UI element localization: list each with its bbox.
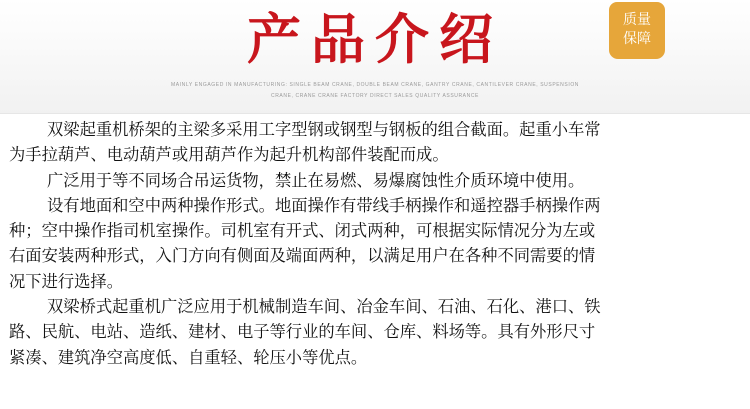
paragraph-line: 右面安装两种形式，入门方向有侧面及端面两种，以满足用户在各种不同需要的情 [9,246,596,266]
badge-label-line2: 保障 [623,31,651,47]
paragraph-line: 为手拉葫芦、电动葫芦或用葫芦作为起升机构部件装配而成。 [9,145,449,165]
paragraph-line: 双梁起重机桥架的主梁多采用工字型钢或钢型与钢板的组合截面。起重小车常 [47,120,601,139]
quality-assurance-badge [609,2,665,59]
paragraph-line: 种；空中操作指司机室操作。司机室有开式、闭式两种，可根据实际情况分为左或 [9,221,596,241]
paragraph-line: 紧凑、建筑净空高度低、自重轻、轮压小等优点。 [9,347,368,367]
banner-subtitle-line2: CRANE, CRANE CRANE FACTORY DIRECT SALES QUALITY ASSURANCE [271,93,479,99]
paragraph-line: 双梁桥式起重机广泛应用于机械制造车间、冶金车间、石油、石化、港口、铁 [47,297,601,317]
header-banner [0,0,750,114]
banner-subtitle-line1: MAINLY ENGAGED IN MANUFACTURING: SINGLE BEAM CRANE, DOUBLE BEAM CRANE, GANTRY CRANE, CANTILEVER CRANE, SUSPENSION [170,82,580,88]
paragraph-line: 设有地面和空中两种操作形式。地面操作有带线手柄操作和遥控器手柄操作两 [47,195,601,215]
paragraph-line: 广泛用于等不同场合吊运货物，禁止在易燃、易爆腐蚀性介质环境中使用。 [47,170,585,190]
page-title: 产品介绍 [247,8,503,71]
product-description [9,117,741,370]
badge-label-line1: 质量 [623,12,651,28]
paragraph-line: 路、民航、电站、造纸、建材、电子等行业的车间、仓库、料场等。具有外形尺寸 [9,322,596,342]
paragraph-line: 况下进行选择。 [9,271,123,291]
